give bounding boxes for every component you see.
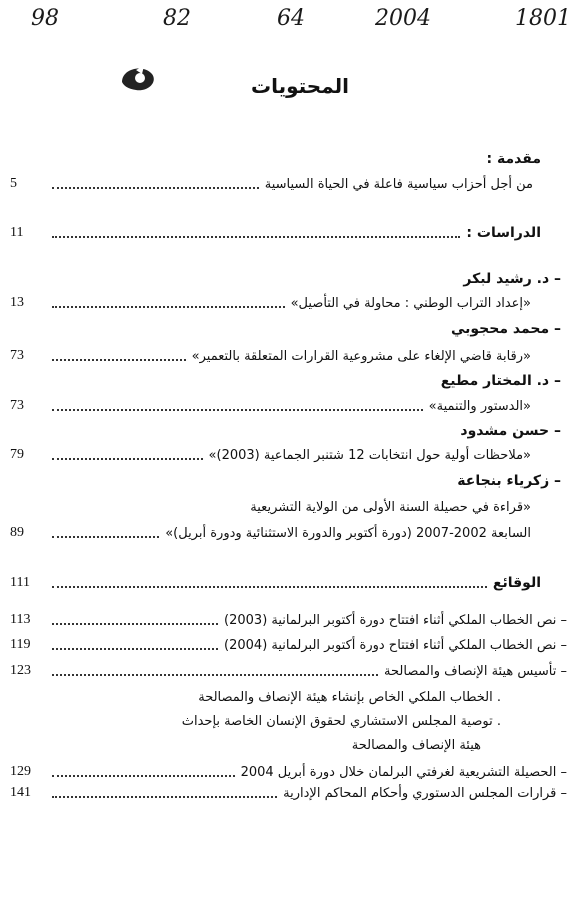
dot-leader	[52, 674, 378, 676]
handwritten-number: 1801	[515, 6, 571, 31]
dot-leader	[52, 775, 235, 777]
entry-title: من أجل أحزاب سياسية فاعلة في الحياة السياسية	[264, 176, 533, 192]
publisher-logo-icon	[114, 60, 162, 96]
page-number: 129	[10, 764, 31, 779]
page-number: 89	[10, 525, 24, 540]
dot-leader	[52, 648, 218, 650]
handwritten-number: 82	[163, 6, 191, 31]
dot-leader	[52, 796, 277, 798]
entry-title: «الدستور والتنمية»	[428, 398, 531, 414]
author-name: – زكرياء بنجاعة	[457, 473, 561, 489]
page-number: 111	[10, 575, 30, 590]
toc-entry	[0, 148, 581, 170]
author-name: – د. رشيد لبكر	[463, 271, 561, 287]
toc-entry	[0, 370, 581, 392]
dot-leader	[52, 586, 487, 588]
dot-leader	[52, 458, 203, 460]
author-name: – محمد محجوبي	[450, 321, 561, 337]
toc-entry	[0, 470, 581, 492]
toc-entry	[0, 496, 581, 518]
author-name: – د. المختار مطيع	[440, 373, 561, 389]
handwritten-number: 98	[31, 6, 59, 31]
toc-entry	[0, 522, 581, 544]
entry-title: . الخطاب الملكي الخاص بإنشاء هيئة الإنصاف والمصالحة	[198, 689, 501, 705]
toc-entry	[0, 660, 581, 682]
page-title: المحتويات	[250, 74, 349, 98]
toc-entry	[0, 686, 581, 708]
entry-title: – نص الخطاب الملكي أثناء افتتاح دورة أكتوبر البرلمانية (2003)	[224, 612, 567, 628]
page-number: 5	[10, 176, 17, 191]
toc-entry	[0, 345, 581, 367]
toc-entry	[0, 444, 581, 466]
toc-entry	[0, 318, 581, 340]
entry-title: – الحصيلة التشريعية لغرفتي البرلمان خلال دورة أبريل 2004	[240, 764, 567, 780]
section-heading: مقدمة :	[486, 151, 541, 167]
toc-entry	[0, 710, 581, 732]
page-number: 141	[10, 785, 31, 800]
toc-entry	[0, 268, 581, 290]
toc-entry	[0, 782, 581, 804]
entry-title: «إعداد التراب الوطني : محاولة في التأصيل»	[290, 295, 531, 311]
handwritten-number: 64	[277, 6, 305, 31]
section-heading: الوقائع	[492, 575, 541, 591]
page-number: 119	[10, 637, 31, 652]
dot-leader	[52, 536, 159, 538]
toc-entry	[0, 761, 581, 783]
section-heading: الدراسات :	[466, 225, 541, 241]
toc-entry	[0, 292, 581, 314]
dot-leader	[52, 236, 460, 238]
entry-title: . توصية المجلس الاستشاري لحقوق الإنسان الخاصة بإحداث	[181, 713, 501, 729]
dot-leader	[52, 187, 259, 189]
page-number: 79	[10, 447, 24, 462]
page-number: 123	[10, 663, 31, 678]
toc-entry	[0, 634, 581, 656]
toc-entry	[0, 222, 581, 244]
dot-leader	[52, 409, 423, 411]
entry-title: «ملاحظات أولية حول انتخابات 12 شتنبر الجماعية (2003)»	[208, 447, 531, 463]
entry-title: – تأسيس هيئة الإنصاف والمصالحة	[384, 663, 567, 679]
toc-entry	[0, 572, 581, 594]
toc-entry	[0, 173, 581, 195]
author-name: – حسن مشدود	[460, 423, 561, 439]
page-number: 73	[10, 348, 24, 363]
page-number: 113	[10, 612, 31, 627]
entry-title: السابعة 2002-2007 (دورة أكتوبر والدورة الاستثنائية ودورة أبريل)»	[165, 525, 531, 541]
toc-entry	[0, 734, 581, 756]
entry-title: – قرارات المجلس الدستوري وأحكام المحاكم الإدارية	[283, 785, 567, 801]
entry-title: «قراءة في حصيلة السنة الأولى من الولاية التشريعية	[250, 499, 531, 515]
handwritten-number: 2004	[375, 6, 431, 31]
toc-entry	[0, 420, 581, 442]
entry-title: – نص الخطاب الملكي أثناء افتتاح دورة أكتوبر البرلمانية (2004)	[224, 637, 567, 653]
page-number: 73	[10, 398, 24, 413]
dot-leader	[52, 359, 186, 361]
page-number: 11	[10, 225, 24, 240]
entry-title: هيئة الإنصاف والمصالحة	[351, 737, 481, 753]
toc-entry	[0, 395, 581, 417]
dot-leader	[52, 306, 285, 308]
dot-leader	[52, 623, 218, 625]
page-number: 13	[10, 295, 24, 310]
entry-title: «رقابة قاضي الإلغاء على مشروعية القرارات المتعلقة بالتعمير»	[191, 348, 531, 364]
toc-entry	[0, 609, 581, 631]
